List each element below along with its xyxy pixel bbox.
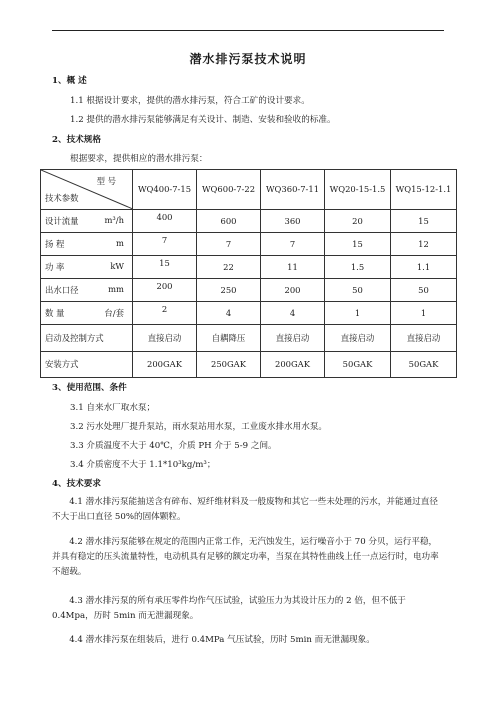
- table-cell: 自耦降压: [197, 325, 261, 351]
- table-cell: 250: [197, 278, 261, 301]
- section-2-intro: 根据要求，提供相应的潜水排污泵：: [70, 154, 208, 164]
- section-1-1: 1.1 根据设计要求，提供的潜水排污泵，符合工矿的设计要求。: [70, 96, 310, 106]
- table-row: [41, 255, 457, 278]
- table-cell: 直接启动: [391, 325, 457, 351]
- table-cell: 200: [133, 278, 197, 301]
- table-cell: 20: [325, 209, 391, 232]
- section-3-heading: 3、使用范围、条件: [52, 383, 127, 393]
- section-4-2: 4.2 潜水排污泵能够在规定的范围内正常工作，无汽蚀发生，运行噪音小于 70 分贝，运行平稳，并具有稳定的压头流量特性，电动机具有足够的额定功率，当泵在其特性曲线上任一点运行时，电功率不超载。: [52, 537, 439, 577]
- table-cell: 直接启动: [325, 325, 391, 351]
- table-cell: 50: [391, 278, 457, 301]
- table-cell: 4: [261, 302, 325, 325]
- table-row: [41, 278, 457, 301]
- row-unit: m³/h: [104, 214, 124, 225]
- row-label: 设计流量: [45, 215, 79, 226]
- table-corner-cell: [41, 170, 133, 210]
- table-cell: 1.1: [391, 255, 457, 278]
- header-rule: [52, 30, 444, 31]
- table-cell: 15: [391, 209, 457, 232]
- model-header: WQ15-12-1.1: [391, 170, 457, 210]
- table-cell: 22: [197, 255, 261, 278]
- table-row: [41, 302, 457, 325]
- document-title: 潜水排污泵技术说明: [189, 52, 307, 66]
- table-cell: 360: [261, 209, 325, 232]
- section-1-2: 1.2 提供的潜水排污泵能够满足有关设计、制造、安装和验收的标准。: [70, 115, 336, 125]
- table-cell: 200GAK: [133, 351, 197, 377]
- corner-model-label: 型 号: [96, 176, 116, 186]
- table-cell: 1.5: [325, 255, 391, 278]
- table-cell: 600: [197, 209, 261, 232]
- row-label: 数 量: [45, 308, 65, 319]
- table-cell: 50GAK: [325, 351, 391, 377]
- section-3-4: 3.4 介质密度不大于 1.1*10³kg/m³；: [70, 460, 216, 470]
- section-3-2: 3.2 污水处理厂提升泵站，雨水泵站用水泵，工业废水排水用水泵。: [70, 422, 328, 432]
- table-cell: 直接启动: [261, 325, 325, 351]
- table-cell: 15: [133, 255, 197, 278]
- section-4-4: 4.4 潜水排污泵在组装后，进行 0.4MPa 气压试验，历时 5min 而无泄漏现象。: [69, 635, 375, 645]
- row-unit: kW: [110, 260, 124, 271]
- table-cell: 15: [325, 232, 391, 255]
- section-4-3: 4.3 潜水排污泵的所有承压零件均作气压试验，试验压力为其设计压力的 2 倍，但不低于 0.4Mpa，历时 5min 而无泄漏现象。: [52, 596, 406, 621]
- row-label: 扬 程: [45, 238, 65, 249]
- section-1-heading: 1、概 述: [52, 76, 87, 86]
- table-cell: 4: [197, 302, 261, 325]
- model-header: WQ20-15-1.5: [325, 170, 391, 210]
- table-cell: 7: [197, 232, 261, 255]
- table-cell: 12: [391, 232, 457, 255]
- section-2-heading: 2、技术规格: [52, 135, 101, 145]
- model-header: WQ360-7-11: [261, 170, 325, 210]
- table-cell: 1: [391, 302, 457, 325]
- table-cell: 400: [133, 209, 197, 232]
- table-row: [41, 232, 457, 255]
- row-unit: m: [116, 237, 124, 248]
- table-cell: 直接启动: [133, 325, 197, 351]
- table-cell: 1: [325, 302, 391, 325]
- table-cell: 50GAK: [391, 351, 457, 377]
- table-cell: 200: [261, 278, 325, 301]
- table-cell: 7: [261, 232, 325, 255]
- table-cell: 2: [133, 302, 197, 325]
- model-header: WQ600-7-22: [197, 170, 261, 210]
- table-header-row: [41, 170, 457, 210]
- table-row: [41, 325, 457, 351]
- section-4-heading: 4、技术要求: [52, 479, 101, 489]
- model-header: WQ400-7-15: [133, 170, 197, 210]
- section-4-1: 4.1 潜水排污泵能抽送含有碎布、短纤维材料及一般废物和其它一些未处理的污水，并能通过直径不大于出口直径 50%的固体颗粒。: [52, 497, 438, 522]
- table-cell: 50: [325, 278, 391, 301]
- table-cell: 11: [261, 255, 325, 278]
- row-unit: 台/套: [104, 308, 124, 319]
- table-row: [41, 209, 457, 232]
- table-cell: 7: [133, 232, 197, 255]
- row-label: 启动及控制方式: [41, 325, 133, 351]
- spec-table: [40, 169, 457, 378]
- table-cell: 200GAK: [261, 351, 325, 377]
- table-cell: 250GAK: [197, 351, 261, 377]
- table-row: [41, 351, 457, 377]
- row-label: 出水口径: [45, 284, 79, 295]
- row-label: 功 率: [45, 261, 65, 272]
- section-3-3: 3.3 介质温度不大于 40℃，介质 PH 介于 5-9 之间。: [70, 441, 277, 451]
- section-3-1: 3.1 自来水厂取水泵；: [70, 403, 156, 413]
- corner-param-label: 技术参数: [45, 192, 79, 203]
- row-label: 安装方式: [41, 351, 133, 377]
- row-unit: mm: [108, 283, 124, 294]
